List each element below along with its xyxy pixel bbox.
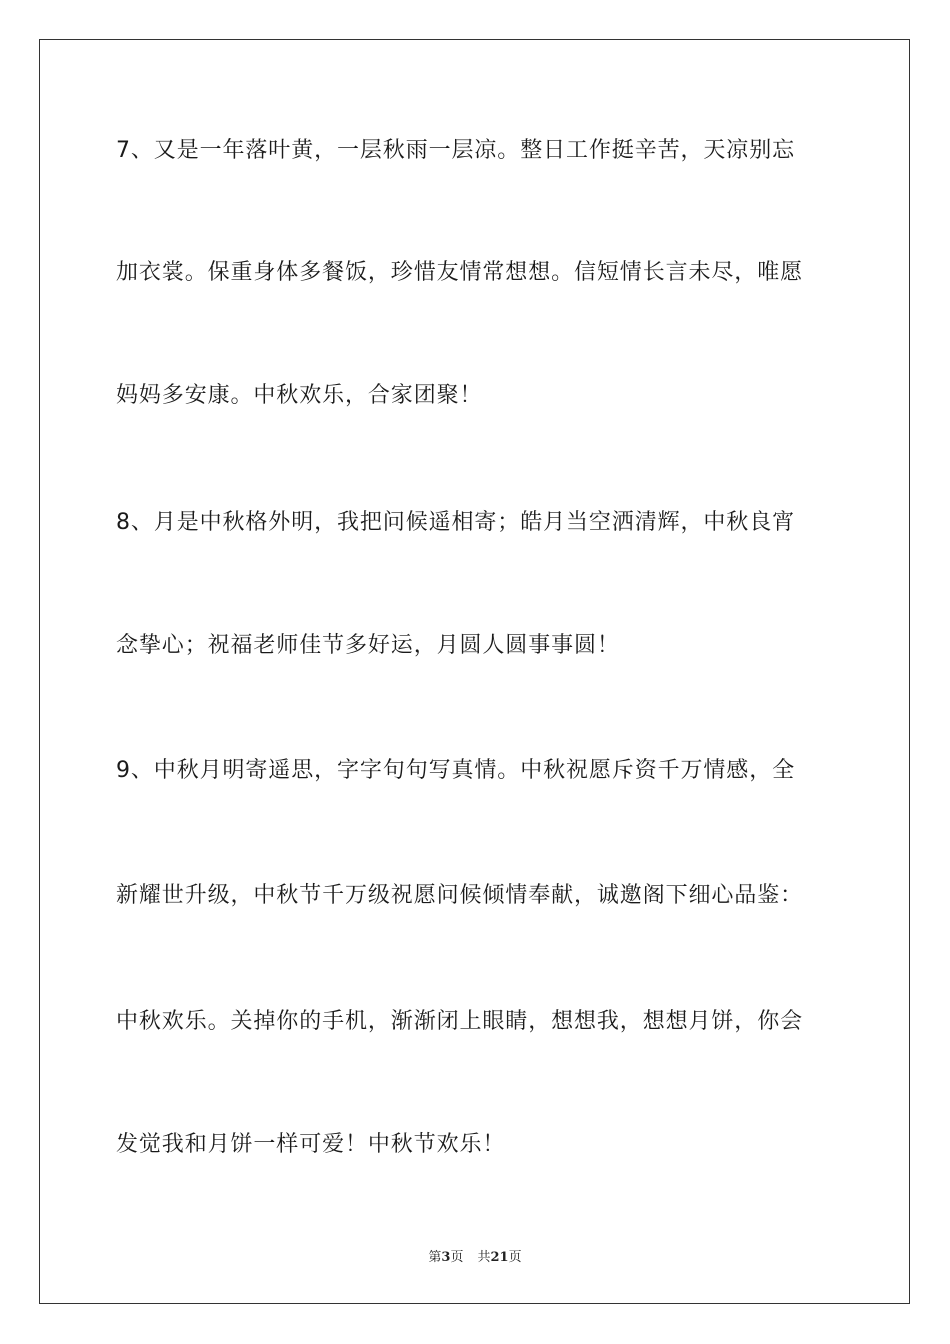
paragraph-9-line-3: 中秋欢乐。关掉你的手机，渐渐闭上眼睛，想想我，想想月饼，你会 (116, 1009, 804, 1034)
paragraph-7-line-1: 7、又是一年落叶黄，一层秋雨一层凉。整日工作挺辛苦，天凉别忘 (116, 138, 795, 163)
page-border (39, 39, 910, 1304)
page-total: 共21页 (477, 1250, 522, 1265)
paragraph-8-line-1: 8、月是中秋格外明，我把问候遥相寄；皓月当空洒清辉，中秋良宵 (116, 510, 795, 535)
paragraph-7-line-3: 妈妈多安康。中秋欢乐，合家团聚！ (116, 383, 483, 408)
paragraph-9-line-2: 新耀世升级，中秋节千万级祝愿问候倾情奉献，诚邀阁下细心品鉴： (116, 883, 804, 908)
paragraph-7-line-2: 加衣裳。保重身体多餐饭，珍惜友情常想想。信短情长言未尽，唯愿 (116, 260, 804, 285)
page-footer (0, 1246, 950, 1265)
paragraph-9-line-4: 发觉我和月饼一样可爱！中秋节欢乐！ (116, 1132, 506, 1157)
page-number: 第3页 (428, 1250, 464, 1265)
paragraph-8-line-2: 念挚心；祝福老师佳节多好运，月圆人圆事事圆！ (116, 633, 620, 658)
paragraph-9-line-1: 9、中秋月明寄遥思，字字句句写真情。中秋祝愿斥资千万情感，全 (116, 758, 795, 783)
